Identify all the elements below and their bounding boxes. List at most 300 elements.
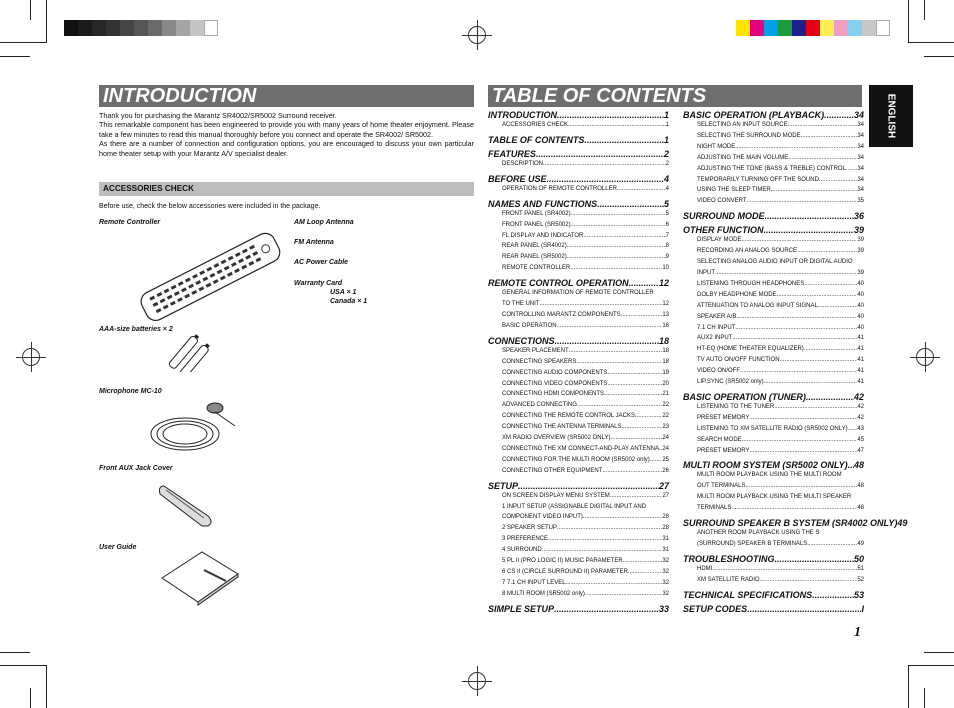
remote-controller-label: Remote Controller	[99, 219, 161, 226]
toc-entry	[488, 299, 669, 310]
introduction-title: INTRODUCTION	[99, 85, 474, 107]
toc-entry	[488, 209, 669, 220]
toc-entry	[488, 567, 669, 578]
toc-entry-page: 43	[857, 425, 864, 432]
toc-section-page: 12	[658, 278, 669, 289]
crop-mark	[0, 665, 46, 666]
toc-entry	[683, 175, 864, 186]
aux-cover-illustration	[158, 480, 218, 530]
toc-entry-page: 34	[857, 176, 864, 183]
toc-section	[683, 604, 864, 614]
crop-mark	[30, 688, 31, 708]
toc-entry-page: 21	[662, 391, 669, 398]
toc-entry-title: LISTENING TO XM SATELLITE RADIO (SR5002 ONLY)	[697, 425, 848, 432]
toc-entry-title: ACCESSORIES CHECK	[502, 122, 569, 128]
toc-entry-page: 41	[857, 357, 864, 364]
toc-entry-title: XM SATELLITE RADIO	[697, 576, 760, 583]
crop-mark	[924, 0, 925, 20]
toc-entry-title: 5 PL II (PRO LOGIC II) MUSIC PARAMETER	[502, 558, 623, 565]
registration-mark	[462, 666, 492, 696]
toc-entry	[683, 377, 864, 388]
toc-entry	[488, 288, 669, 299]
toc-entry-page: 39	[857, 237, 864, 244]
toc-entry	[683, 435, 864, 446]
toc-section	[488, 481, 669, 491]
toc-entry-title: BASIC OPERATION	[502, 322, 557, 329]
toc-entry	[488, 357, 669, 368]
toc-entry-page: 41	[857, 335, 864, 342]
fm-antenna-label: FM Antenna	[294, 239, 334, 246]
toc-entry-page: 40	[857, 291, 864, 298]
toc-entry-title: CONNECTING HDMI COMPONENTS	[502, 391, 604, 398]
toc-entry	[488, 491, 669, 502]
toc-entry	[488, 589, 669, 600]
toc-section-title: SURROUND SPEAKER B SYSTEM (SR4002 ONLY)	[683, 518, 898, 529]
toc-entry-title: CONNECTING THE XM CONNECT-AND-PLAY ANTENNA	[502, 445, 660, 452]
crop-mark	[46, 0, 47, 43]
aux-cover-label: Front AUX Jack Cover	[99, 465, 173, 472]
toc-entry	[488, 411, 669, 422]
toc-entry	[683, 481, 864, 492]
toc-title: TABLE OF CONTENTS	[488, 85, 862, 107]
toc-section	[488, 110, 669, 120]
english-tab	[869, 85, 913, 147]
toc-entry	[683, 279, 864, 290]
accessories-check-heading: ACCESSORIES CHECK	[99, 182, 474, 196]
toc-entry-title: 1 INPUT SETUP (ASSIGNABLE DIGITAL INPUT AND	[502, 503, 647, 510]
toc-entry-title: 8 MULTI ROOM (SR5002 only)	[502, 590, 585, 597]
toc-section-title: TROUBLESHOOTING	[683, 553, 775, 564]
toc-section	[683, 554, 864, 564]
toc-entry	[488, 159, 669, 170]
am-antenna-label: AM Loop Antenna	[294, 219, 354, 226]
remote-controller-illustration	[130, 228, 290, 323]
crop-mark	[924, 688, 925, 708]
toc-entry-title: ATTENUATION TO ANALOG INPUT SIGNAL	[697, 302, 818, 309]
toc-entry	[488, 545, 669, 556]
toc-entry-title: INPUT	[697, 269, 715, 276]
toc-entry-title: ON SCREEN DISPLAY MENU SYSTEM	[502, 492, 610, 499]
toc-entry-page: 18	[662, 347, 669, 354]
toc-entry-title: REAR PANEL (SR5002)	[502, 254, 567, 261]
toc-entry-title: XM RADIO OVERVIEW (SR5002 ONLY)	[502, 435, 611, 442]
toc-entry-title: 3 PREFERENCE	[502, 536, 549, 543]
toc-entry-page: 32	[662, 569, 669, 575]
toc-entry-page: 52	[857, 576, 864, 583]
toc-entry	[683, 539, 864, 550]
toc-entry-page: 26	[662, 467, 669, 474]
user-guide-label: User Guide	[99, 544, 137, 551]
toc-entry-page: 27	[662, 492, 669, 499]
toc-entry-title: REMOTE CONTROLLER	[502, 265, 571, 272]
toc-section	[683, 590, 864, 600]
toc-entry-page: 34	[857, 154, 864, 161]
intro-paragraph: As there are a number of connection and configuration options, you are encouraged to discuss your own particular home theater setup with your Marantz A/V specialist dealer.	[99, 139, 474, 158]
toc-entry-page: 41	[857, 379, 864, 386]
toc-entry	[683, 424, 864, 435]
toc-section-page: I	[861, 603, 864, 614]
toc-section	[683, 392, 864, 402]
toc-entry-title: CONNECTING AUDIO COMPONENTS	[502, 369, 608, 376]
toc-entry-title: HT-EQ (HOME THEATER EQUALIZER)	[697, 346, 804, 353]
toc-entry-title: TEMPORARILY TURNING OFF THE SOUND	[697, 176, 819, 183]
toc-entry	[683, 257, 864, 268]
toc-entry-page: 32	[662, 579, 669, 586]
toc-section-title: CONNECTIONS	[488, 335, 555, 346]
toc-entry-title: 4 SURROUND	[502, 547, 542, 554]
toc-entry	[488, 466, 669, 477]
ac-cable-label: AC Power Cable	[294, 259, 349, 266]
toc-entry	[683, 185, 864, 196]
toc-entry-title: AUX2 INPUT	[697, 335, 733, 342]
toc-entry	[683, 153, 864, 164]
toc-section	[488, 336, 669, 346]
microphone-illustration	[145, 398, 245, 456]
toc-entry-page: 31	[662, 536, 669, 543]
toc-entry	[683, 564, 864, 575]
toc-section-page: 2	[663, 148, 669, 159]
toc-section-title: TECHNICAL SPECIFICATIONS	[683, 589, 813, 600]
toc-entry	[488, 502, 669, 513]
toc-section-title: MULTI ROOM SYSTEM (SR5002 ONLY)	[683, 460, 848, 471]
toc-entry-title: HDMI	[697, 565, 713, 572]
toc-entry	[488, 444, 669, 455]
toc-entry-page: 32	[662, 558, 669, 565]
toc-entry	[683, 446, 864, 457]
toc-entry-title: NIGHT MODE	[697, 143, 736, 150]
toc-entry-page: 40	[857, 313, 864, 320]
toc-entry-title: SPEAKER PLACEMENT	[502, 347, 569, 354]
toc-entry-title: CONNECTING THE ANTENNA TERMINALS	[502, 424, 622, 431]
registration-mark	[16, 342, 46, 372]
toc-entry-title: PRESET MEMORY	[697, 447, 750, 454]
toc-entry-title: 2 SPEAKER SETUP	[502, 525, 558, 532]
toc-entry-page: 34	[857, 143, 864, 150]
toc-entry-page: 34	[857, 165, 864, 172]
crop-mark	[924, 652, 954, 653]
toc-entry	[488, 455, 669, 466]
toc-entry-title: LIP.SYNC (SR5002 only)	[697, 379, 764, 386]
toc-entry-title: TO THE UNIT	[502, 301, 540, 308]
toc-entry-title: DISPLAY MODE	[697, 237, 742, 244]
toc-section	[488, 135, 669, 145]
toc-section-title: TABLE OF CONTENTS	[488, 134, 585, 145]
toc-section	[488, 278, 669, 288]
toc-entry-title: TERMINALS	[697, 505, 732, 512]
toc-entry-page: 39	[857, 248, 864, 255]
toc-section-page: 49	[897, 518, 908, 529]
toc-entry-page: 41	[857, 368, 864, 375]
toc-entry	[683, 333, 864, 344]
toc-section-page: 5	[663, 198, 669, 209]
toc-entry-page: 40	[857, 324, 864, 331]
page-number: 1	[854, 625, 861, 640]
toc-entry	[488, 389, 669, 400]
toc-entry	[488, 120, 669, 131]
toc-entry-title: COMPONENT VIDEO INPUT)	[502, 514, 583, 521]
toc-entry-title: 6 CS II (CIRCLE SURROUND II) PARAMETER	[502, 569, 628, 575]
toc-entry-page: 2	[665, 160, 669, 167]
toc-entry-page: 42	[857, 403, 864, 410]
toc-entry	[488, 379, 669, 390]
toc-entry-page: 41	[857, 346, 864, 353]
toc-section-page: 1	[663, 134, 669, 145]
accessories-note: Before use, check the below accessories were included in the package.	[99, 203, 321, 210]
toc-entry-title: USING THE SLEEP TIMER	[697, 187, 771, 194]
warranty-card-label: Warranty Card	[294, 280, 343, 287]
toc-entry-title: VIDEO ON/OFF	[697, 368, 741, 375]
crop-mark	[30, 0, 31, 20]
toc-entry-page: 39	[857, 269, 864, 276]
toc-entry	[488, 231, 669, 242]
toc-entry-page: 13	[662, 311, 669, 318]
toc-entry-title: ANOTHER ROOM PLAYBACK USING THE S	[697, 530, 820, 537]
toc-section-title: INTRODUCTION	[488, 110, 557, 120]
toc-entry-title: FL DISPLAY AND INDICATOR	[502, 232, 584, 239]
crop-mark	[908, 665, 909, 708]
toc-entry	[683, 164, 864, 175]
registration-mark	[910, 342, 940, 372]
toc-entry-page: 12	[662, 301, 669, 308]
toc-entry	[488, 310, 669, 321]
crop-mark	[46, 665, 47, 708]
toc-entry-title: TV AUTO ON/OFF FUNCTION	[697, 357, 780, 364]
toc-entry-page: 6	[665, 221, 669, 228]
toc-entry-title: MULTI ROOM PLAYBACK USING THE MULTI SPEAKER	[697, 494, 852, 501]
toc-section-title: SETUP CODES	[683, 603, 748, 614]
toc-section-title: BASIC OPERATION (TUNER)	[683, 391, 806, 402]
toc-section	[488, 604, 669, 614]
toc-entry-title: GENERAL INFORMATION OF REMOTE CONTROLLER	[502, 290, 654, 297]
warranty-usa-label: USA × 1	[330, 289, 357, 296]
toc-entry	[683, 528, 864, 539]
toc-entry-page: 42	[857, 414, 864, 421]
toc-section-page: 18	[658, 335, 669, 346]
toc-entry	[683, 503, 864, 514]
toc-entry	[488, 534, 669, 545]
toc-section-page: 1	[663, 110, 669, 120]
toc-entry-page: 24	[662, 445, 669, 452]
toc-entry	[488, 556, 669, 567]
toc-section	[683, 225, 864, 235]
toc-entry	[488, 523, 669, 534]
toc-entry-title: SPEAKER A/B	[697, 313, 737, 320]
toc-entry-title: 7 7.1 CH INPUT LEVEL	[502, 579, 566, 586]
crop-mark	[0, 652, 30, 653]
intro-paragraph: This remarkable component has been engineered to provide you with many years of home theater enjoyment. Please take a few minutes to read this manual thoroughly before you connect and operate the SR4002/ SR5002.	[99, 120, 474, 139]
toc-entry	[488, 433, 669, 444]
toc-section-title: BASIC OPERATION (PLAYBACK)	[683, 110, 825, 120]
toc-entry	[488, 241, 669, 252]
toc-section-page: 36	[853, 211, 864, 222]
toc-entry-title: ADJUSTING THE MAIN VOLUME	[697, 154, 789, 161]
batteries-label: AAA-size batteries × 2	[99, 326, 173, 333]
toc-entry-title: CONNECTING OTHER EQUIPMENT	[502, 467, 603, 474]
toc-section-title: SURROUND MODE	[683, 211, 765, 222]
toc-entry-page: 19	[662, 369, 669, 376]
toc-entry	[683, 413, 864, 424]
toc-entry-title: RECORDING AN ANALOG SOURCE	[697, 248, 798, 255]
toc-entry	[683, 196, 864, 207]
toc-section-page: 33	[658, 603, 669, 614]
toc-entry-page: 45	[857, 436, 864, 443]
toc-entry-page: 34	[857, 122, 864, 128]
toc-section-title: REMOTE CONTROL OPERATION	[488, 278, 629, 289]
toc-entry-title: LISTENING THROUGH HEADPHONES	[697, 280, 805, 287]
toc-entry-page: 34	[857, 187, 864, 194]
toc-section-page: 50	[853, 553, 864, 564]
toc-entry-title: CONTROLLING MARANTZ COMPONENTS	[502, 311, 621, 318]
toc-entry	[683, 246, 864, 257]
toc-entry	[683, 235, 864, 246]
toc-entry-page: 49	[857, 541, 864, 547]
crop-mark	[0, 42, 46, 43]
toc-section-title: FEATURES	[488, 148, 536, 159]
toc-section	[488, 174, 669, 184]
toc-entry	[488, 512, 669, 523]
toc-section-page: 42	[853, 391, 864, 402]
toc-entry	[683, 312, 864, 323]
toc-entry	[488, 321, 669, 332]
english-tab-label: ENGLISH	[885, 93, 897, 139]
toc-column-1	[488, 106, 669, 614]
toc-entry-title: CONNECTING FOR THE MULTI ROOM (SR5002 only)	[502, 456, 650, 463]
toc-entry-title: SELECTING AN INPUT SOURCE	[697, 122, 788, 128]
toc-entry-title: DOLBY HEADPHONE MODE	[697, 291, 777, 298]
toc-entry-title: VIDEO CONVERT	[697, 198, 747, 205]
toc-section-page: 34	[853, 110, 864, 120]
toc-section-page: 48	[853, 460, 864, 471]
toc-entry	[683, 470, 864, 481]
toc-entry	[683, 402, 864, 413]
toc-section	[683, 211, 864, 221]
toc-entry	[683, 355, 864, 366]
toc-section-page: 39	[853, 225, 864, 236]
toc-entry	[488, 220, 669, 231]
microphone-label: Microphone MC-10	[99, 388, 162, 395]
toc-entry-page: 7	[665, 232, 669, 239]
toc-section	[683, 460, 864, 470]
toc-entry-page: 4	[665, 185, 669, 192]
toc-section-title: NAMES AND FUNCTIONS	[488, 198, 598, 209]
toc-entry-page: 22	[662, 413, 669, 420]
toc-entry	[683, 268, 864, 279]
toc-entry-title: OPERATION OF REMOTE CONTROLLER	[502, 185, 617, 192]
toc-entry	[488, 578, 669, 589]
registration-mark	[462, 20, 492, 50]
toc-entry	[683, 131, 864, 142]
toc-entry-page: 25	[662, 456, 669, 463]
toc-entry-title: 7.1 CH INPUT	[697, 324, 736, 331]
toc-entry	[488, 400, 669, 411]
toc-section-title: SETUP	[488, 480, 519, 491]
toc-entry	[488, 263, 669, 274]
toc-entry-page: 22	[662, 402, 669, 409]
toc-entry-title: FRONT PANEL (SR5002)	[502, 221, 571, 228]
toc-entry-page: 9	[665, 254, 669, 261]
toc-entry-page: 10	[662, 265, 669, 272]
toc-entry-page: 20	[662, 380, 669, 387]
crop-mark	[908, 665, 954, 666]
toc-entry-page: 47	[857, 447, 864, 454]
toc-entry	[683, 290, 864, 301]
toc-entry	[683, 142, 864, 153]
toc-entry	[683, 366, 864, 377]
warranty-canada-label: Canada × 1	[330, 298, 368, 305]
toc-section-title: SIMPLE SETUP	[488, 603, 555, 614]
toc-entry-page: 32	[662, 590, 669, 597]
toc-entry-page: 31	[662, 547, 669, 554]
intro-paragraph: Thank you for purchasing the Marantz SR4002/SR5002 Surround receiver.	[99, 111, 337, 120]
toc-entry-title: ADVANCED CONNECTING	[502, 402, 577, 409]
toc-entry-title: MULTI ROOM PLAYBACK USING THE MULTI ROOM	[697, 472, 842, 479]
toc-entry-title: SELECTING THE SURROUND MODE	[697, 132, 801, 139]
toc-section	[488, 199, 669, 209]
crop-mark	[924, 56, 954, 57]
crop-mark	[908, 42, 954, 43]
toc-entry-page: 40	[857, 280, 864, 287]
toc-entry-title: SELECTING ANALOG AUDIO INPUT OR DIGITAL AUDIO	[697, 259, 853, 266]
toc-entry-title: REAR PANEL (SR4002)	[502, 243, 567, 250]
toc-entry-title: FRONT PANEL (SR4002)	[502, 210, 571, 217]
toc-entry-title: (SURROUND) SPEAKER B TERMINALS	[697, 541, 808, 547]
toc-entry	[683, 301, 864, 312]
toc-entry-title: CONNECTING THE REMOTE CONTROL JACKS	[502, 413, 636, 420]
toc-entry-page: 51	[857, 565, 864, 572]
batteries-illustration	[162, 334, 222, 372]
crop-mark	[0, 56, 30, 57]
toc-entry-page: 28	[662, 525, 669, 532]
toc-section-page: 53	[853, 589, 864, 600]
toc-section	[683, 518, 908, 529]
toc-entry-page: 1	[665, 122, 669, 128]
toc-entry-page: 34	[857, 132, 864, 139]
toc-entry	[683, 492, 864, 503]
toc-entry	[683, 575, 864, 586]
toc-entry-page: 18	[662, 358, 669, 365]
toc-entry	[683, 323, 864, 334]
toc-entry-page: 40	[857, 302, 864, 309]
toc-section-title: OTHER FUNCTION	[683, 225, 764, 236]
toc-entry-title: LISTENING TO THE TUNER	[697, 403, 775, 410]
toc-entry-title: ADJUSTING THE TONE (BASS & TREBLE) CONTROL	[697, 165, 846, 172]
toc-entry-page: 28	[662, 514, 669, 521]
intro-text	[99, 111, 474, 158]
toc-section	[683, 110, 864, 120]
toc-entry	[488, 346, 669, 357]
toc-entry	[488, 422, 669, 433]
toc-section-page: 4	[663, 173, 669, 184]
toc-entry-title: SEARCH MODE	[697, 436, 742, 443]
user-guide-illustration	[160, 550, 240, 606]
toc-entry-page: 24	[662, 435, 669, 442]
toc-entry-page: 48	[857, 483, 864, 490]
toc-section	[488, 149, 669, 159]
toc-entry-title: CONNECTING VIDEO COMPONENTS	[502, 380, 608, 387]
toc-entry-title: CONNECTING SPEAKERS	[502, 358, 577, 365]
toc-entry	[683, 120, 864, 131]
toc-entry-page: 8	[665, 243, 669, 250]
toc-entry	[488, 184, 669, 195]
toc-entry	[683, 344, 864, 355]
toc-entry-title: PRESET MEMORY	[697, 414, 750, 421]
toc-entry-page: 35	[857, 198, 864, 205]
toc-entry-page: 48	[857, 505, 864, 512]
crop-mark	[908, 0, 909, 43]
toc-entry-page: 23	[662, 424, 669, 431]
toc-section-title: BEFORE USE	[488, 173, 547, 184]
toc-section-page: 27	[658, 480, 669, 491]
